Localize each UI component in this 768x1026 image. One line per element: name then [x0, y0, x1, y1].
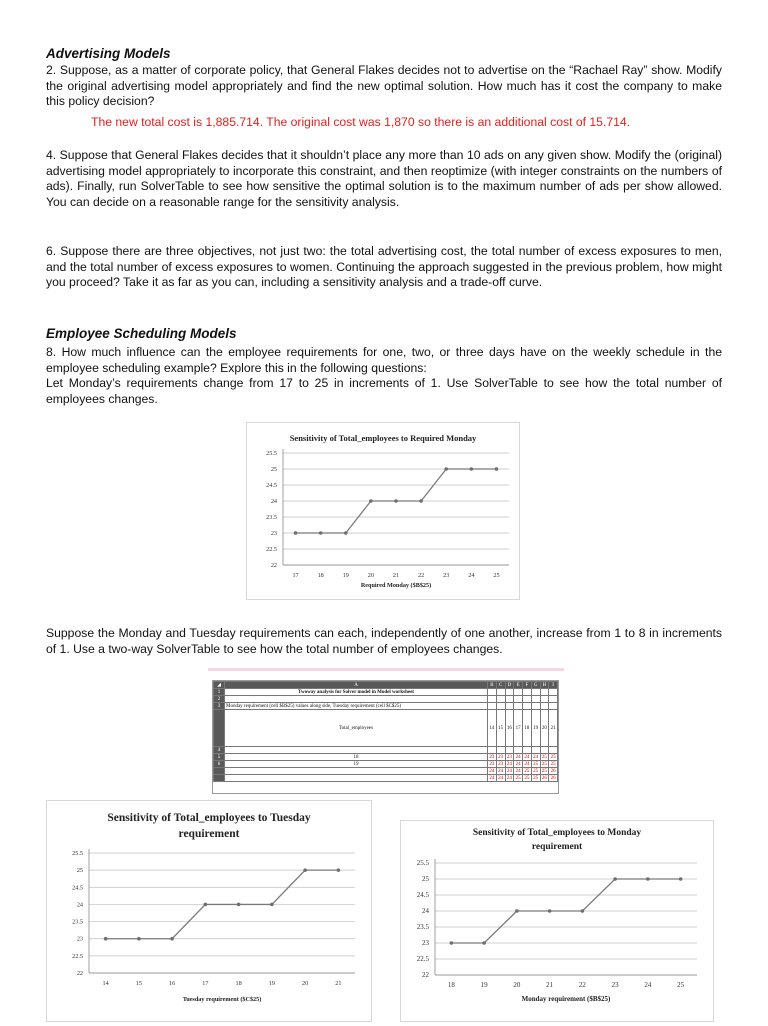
- x-tick-label: 21: [335, 980, 342, 987]
- data-point: [444, 467, 448, 471]
- row-number: 3: [214, 703, 225, 710]
- col-header: 16: [505, 710, 514, 747]
- x-tick-label: 15: [135, 980, 142, 987]
- data-cell: 24: [498, 775, 504, 781]
- row-number: 5: [214, 754, 225, 761]
- two-way-solvertable-sheet: [212, 680, 559, 794]
- data-point: [344, 531, 348, 535]
- y-tick-label: 23.5: [416, 923, 429, 931]
- data-cell: 25: [550, 761, 556, 767]
- data-cell: 23: [489, 754, 495, 760]
- data-point: [137, 937, 141, 941]
- question-8: 8. How much influence can the employee requirements for one, two, or three days have on the weekly schedule in the employee scheduling example? Explore this in the following questions:: [46, 345, 722, 375]
- col-letter: A: [225, 682, 488, 689]
- sheet-description: Monday requirement (cell $B$25) values along side, Tuesday requirement (cell $C$25): [225, 703, 488, 710]
- x-tick-label: 21: [546, 981, 554, 989]
- y-tick-label: 25.5: [72, 850, 83, 857]
- y-tick-label: 24: [270, 498, 277, 505]
- data-point: [303, 868, 307, 872]
- data-point: [419, 499, 423, 503]
- chart-tuesday-requirement: [46, 800, 372, 1022]
- data-cell: 25: [524, 775, 530, 781]
- data-cell: 25: [524, 768, 530, 774]
- x-tick-label: 21: [392, 572, 400, 579]
- data-cell: 25: [533, 768, 539, 774]
- x-tick-label: 23: [611, 981, 619, 989]
- data-point: [369, 499, 373, 503]
- row-number: 6: [214, 761, 225, 768]
- y-tick-label: 23.5: [72, 918, 83, 926]
- data-cell: 25: [533, 761, 539, 767]
- chart-title: Sensitivity of Total_employees to Monday: [472, 828, 642, 838]
- row-label: 18: [225, 754, 488, 761]
- x-tick-label: 18: [235, 980, 242, 987]
- col-letter: F: [523, 682, 532, 689]
- col-header: 14: [488, 710, 497, 747]
- y-tick-label: 23.5: [266, 514, 277, 521]
- x-tick-label: 19: [342, 572, 349, 579]
- x-tick-label: 22: [418, 572, 425, 579]
- x-tick-label: 18: [317, 572, 324, 579]
- data-point: [679, 877, 683, 881]
- data-cell: 24: [506, 761, 512, 767]
- data-cell: 24: [524, 754, 530, 760]
- spreadsheet-table: [213, 681, 558, 782]
- x-tick-label: 20: [513, 981, 521, 989]
- data-point: [337, 868, 341, 872]
- row-number: 1: [214, 689, 225, 696]
- x-tick-label: 18: [447, 981, 455, 989]
- y-tick-label: 24.5: [416, 891, 429, 899]
- chart-title: Sensitivity of Total_employees to Tuesday: [107, 812, 311, 824]
- col-letter: B: [488, 682, 497, 689]
- data-point: [394, 499, 398, 503]
- heading-advertising-models: Advertising Models: [46, 46, 171, 61]
- chart-monday-requirement-svg: [401, 821, 713, 1021]
- data-cell: 24: [515, 761, 521, 767]
- col-letter: E: [514, 682, 523, 689]
- data-point: [170, 937, 174, 941]
- y-tick-label: 25: [270, 466, 277, 473]
- y-tick-label: 22: [270, 562, 277, 569]
- y-tick-label: 25: [422, 875, 429, 883]
- data-point: [482, 941, 486, 945]
- data-point: [495, 467, 499, 471]
- data-cell: 24: [515, 768, 521, 774]
- col-letter: D: [505, 682, 514, 689]
- y-tick-label: 24: [422, 907, 429, 915]
- data-point: [270, 903, 274, 907]
- sheet-title: Twoway analysis for Solver model in Model worksheet: [225, 689, 488, 696]
- data-cell: 26: [550, 775, 556, 781]
- question-6: 6. Suppose there are three objectives, not just two: the total advertising cost, the total number of excess exposures to men, and the total number of excess exposures to women. Continuing the approach suggested in the previous problem, how might you proceed? Take it as far as you can, including a sensitivity analysis and a trade-off curve.: [46, 244, 722, 290]
- y-tick-label: 24.5: [266, 482, 277, 489]
- x-tick-label: 19: [480, 981, 488, 989]
- question-4: 4. Suppose that General Flakes decides that it shouldn’t place any more than 10 ads on any given show. Modify the (original) advertising model appropriately to incorporate this constraint, and then reoptimize (with integer constraints on the numbers of ads). Finally, run SolverTable to see how sensitive the optimal solution is to the maximum number of ads per show allowed. You can decide on a reasonable range for the sensitivity analysis.: [46, 148, 722, 209]
- data-cell: 25: [533, 775, 539, 781]
- question-2: 2. Suppose, as a matter of corporate policy, that General Flakes decides not to advertise on the “Rachael Ray” show. Modify the original advertising model appropriately and find the new optimal solution. How much has it cost the company to make this policy decision?: [46, 63, 722, 109]
- x-tick-label: 25: [493, 572, 500, 579]
- x-tick-label: 23: [443, 572, 450, 579]
- data-cell: 24: [506, 775, 512, 781]
- x-tick-label: 20: [302, 980, 309, 987]
- data-cell: 24: [533, 754, 539, 760]
- x-tick-label: 24: [468, 572, 475, 579]
- question-8-part-b: Suppose the Monday and Tuesday requirements can each, independently of one another, increase from 1 to 8 in increments of 1. Use a two-way SolverTable to see how the total number of employees changes.: [46, 626, 722, 656]
- data-point: [294, 531, 298, 535]
- question-8-part-a: Let Monday’s requirements change from 17 to 25 in increments of 1. Use SolverTable to see how the total number of employees changes.: [46, 376, 722, 406]
- data-cell: 25: [541, 761, 547, 767]
- x-axis-label: Required Monday ($B$25): [360, 582, 432, 589]
- corner-label: Total_employees: [225, 710, 488, 747]
- data-cell: 26: [541, 775, 547, 781]
- heading-employee-scheduling: Employee Scheduling Models: [46, 326, 237, 341]
- data-cell: 23: [506, 754, 512, 760]
- y-tick-label: 22.5: [72, 952, 83, 960]
- col-header: 20: [540, 710, 549, 747]
- y-tick-label: 24: [76, 901, 83, 909]
- data-cell: 24: [515, 754, 521, 760]
- data-point: [450, 941, 454, 945]
- x-tick-label: 16: [169, 980, 176, 987]
- y-tick-label: 25.5: [266, 450, 277, 457]
- data-point: [613, 877, 617, 881]
- data-point: [581, 909, 585, 913]
- col-header: 21: [549, 710, 558, 747]
- x-tick-label: 14: [102, 980, 109, 987]
- data-cell: 24: [498, 768, 504, 774]
- y-tick-label: 22.5: [266, 546, 277, 553]
- row-number: [214, 710, 225, 747]
- data-cell: 24: [489, 768, 495, 774]
- data-point: [548, 909, 552, 913]
- row-number: 2: [214, 696, 225, 703]
- data-cell: 26: [550, 768, 556, 774]
- row-label: 19: [225, 761, 488, 768]
- data-cell: 23: [498, 754, 504, 760]
- y-tick-label: 23: [270, 530, 277, 537]
- data-cell: 25: [541, 768, 547, 774]
- chart-required-monday: [246, 422, 520, 600]
- chart-title: requirement: [178, 828, 240, 840]
- col-letter: G: [531, 682, 540, 689]
- x-tick-label: 17: [292, 572, 299, 579]
- y-tick-label: 22: [422, 971, 429, 979]
- y-tick-label: 22: [76, 970, 83, 977]
- data-cell: 23: [489, 761, 495, 767]
- x-tick-label: 25: [677, 981, 685, 989]
- y-tick-label: 25.5: [416, 859, 429, 867]
- y-tick-label: 24.5: [72, 884, 83, 892]
- col-header: 18: [523, 710, 532, 747]
- y-tick-label: 22.5: [416, 955, 429, 963]
- data-cell: 24: [524, 761, 530, 767]
- y-tick-label: 25: [76, 867, 83, 875]
- col-header: 17: [514, 710, 523, 747]
- data-point: [237, 903, 241, 907]
- x-tick-label: 20: [367, 572, 374, 579]
- col-letter: H: [540, 682, 549, 689]
- y-tick-label: 23: [76, 935, 83, 943]
- decorative-divider: [208, 668, 564, 671]
- question-2-answer: The new total cost is 1,885.714. The original cost was 1,870 so there is an additional cost of 15.714.: [91, 115, 631, 129]
- x-tick-label: 24: [644, 981, 652, 989]
- data-point: [319, 531, 323, 535]
- chart-title: requirement: [531, 842, 583, 852]
- data-cell: 24: [506, 768, 512, 774]
- col-letter: C: [496, 682, 505, 689]
- col-letter: I: [549, 682, 558, 689]
- x-axis-label: Tuesday requirement ($C$25): [182, 996, 262, 1003]
- data-cell: 24: [489, 775, 495, 781]
- chart-title: Sensitivity of Total_employees to Required Monday: [289, 433, 477, 443]
- x-axis-label: Monday requirement ($B$25): [521, 995, 611, 1003]
- data-cell: 25: [515, 775, 521, 781]
- row-number: 4: [214, 747, 225, 754]
- y-tick-label: 23: [422, 939, 429, 947]
- data-point: [104, 937, 108, 941]
- data-point: [515, 909, 519, 913]
- x-tick-label: 19: [268, 980, 275, 987]
- data-cell: 23: [498, 761, 504, 767]
- sheet-corner: ◢: [214, 682, 225, 689]
- col-header: 15: [496, 710, 505, 747]
- col-header: 19: [531, 710, 540, 747]
- data-point: [646, 877, 650, 881]
- data-cell: 25: [541, 754, 547, 760]
- chart-required-monday-svg: [247, 423, 519, 599]
- data-point: [470, 467, 474, 471]
- x-tick-label: 17: [202, 980, 209, 987]
- chart-tuesday-requirement-svg: [47, 801, 371, 1021]
- data-cell: 25: [550, 754, 556, 760]
- data-point: [204, 903, 208, 907]
- x-tick-label: 22: [578, 981, 586, 989]
- chart-monday-requirement: [400, 820, 714, 1022]
